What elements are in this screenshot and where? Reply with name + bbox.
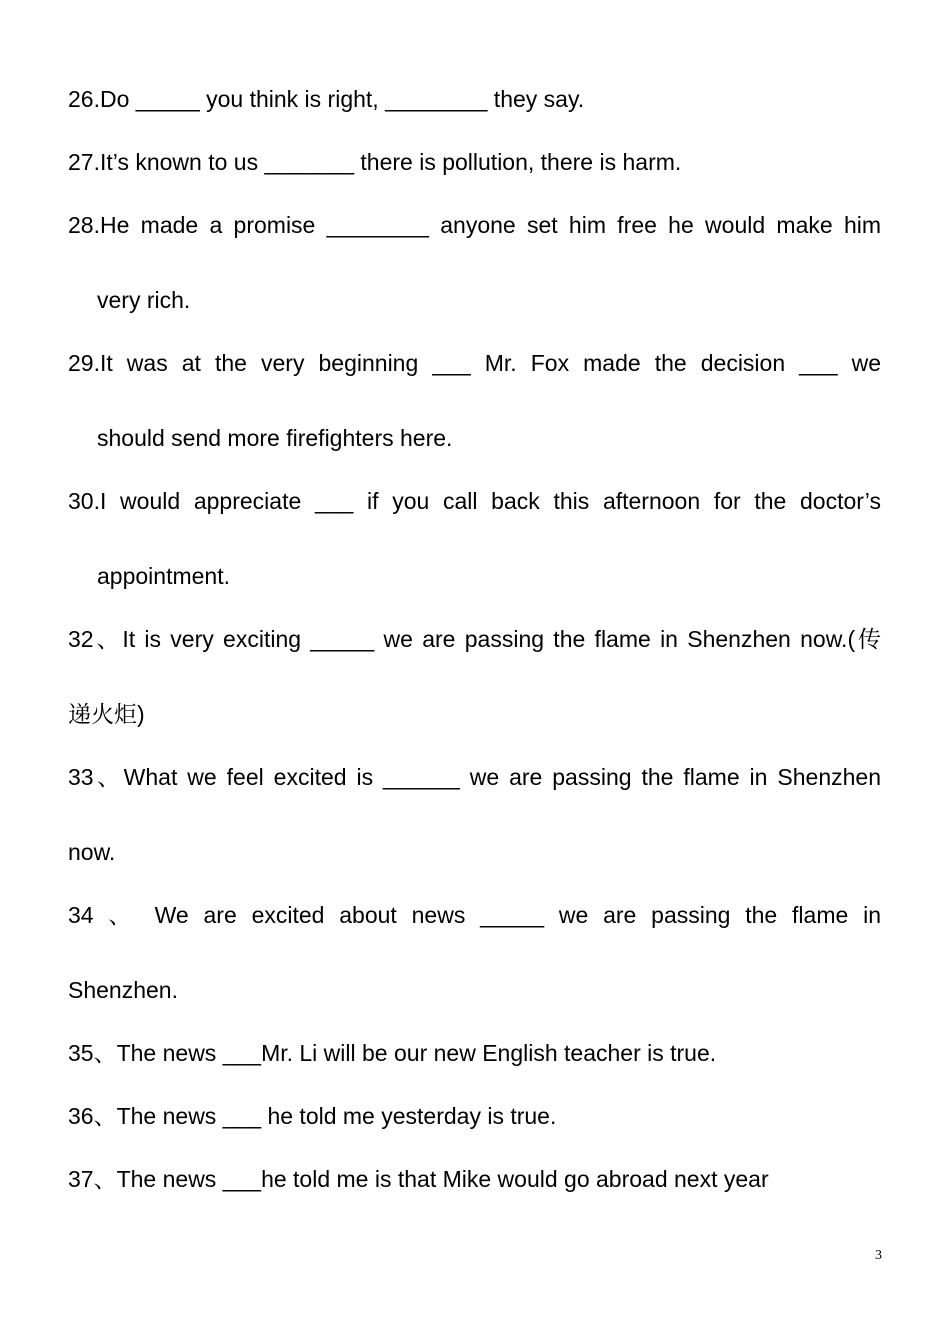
question-34-line-1: 34 、 We are excited about news _____ we are passing the flame in [68,902,881,928]
question-30-line-1: 30.I would appreciate ___ if you call back this afternoon for the doctor’s [68,488,881,514]
question-30-line-2: appointment. [97,563,230,589]
question-36: 36、The news ___ he told me yesterday is true. [68,1103,557,1129]
question-33-line-2: now. [68,839,116,865]
question-32-line-2: 递火炬) [68,701,145,727]
question-34-line-2: Shenzhen. [68,977,178,1003]
question-26: 26.Do _____ you think is right, ________ they say. [68,86,585,112]
question-29-line-1: 29.It was at the very beginning ___ Mr. Fox made the decision ___ we [68,350,881,376]
question-33-line-1: 33、What we feel excited is ______ we are passing the flame in Shenzhen [68,764,881,790]
question-37: 37、The news ___he told me is that Mike would go abroad next year [68,1166,769,1192]
page-number: 3 [875,1248,882,1263]
question-32-line-1: 32、It is very exciting _____ we are passing the flame in Shenzhen now.(传 [68,626,881,652]
question-35: 35、The news ___Mr. Li will be our new English teacher is true. [68,1040,717,1066]
question-27: 27.It’s known to us _______ there is pollution, there is harm. [68,149,682,175]
question-28-line-2: very rich. [97,287,191,313]
question-29-line-2: should send more firefighters here. [97,425,453,451]
question-28-line-1: 28.He made a promise ________ anyone set him free he would make him [68,212,881,238]
